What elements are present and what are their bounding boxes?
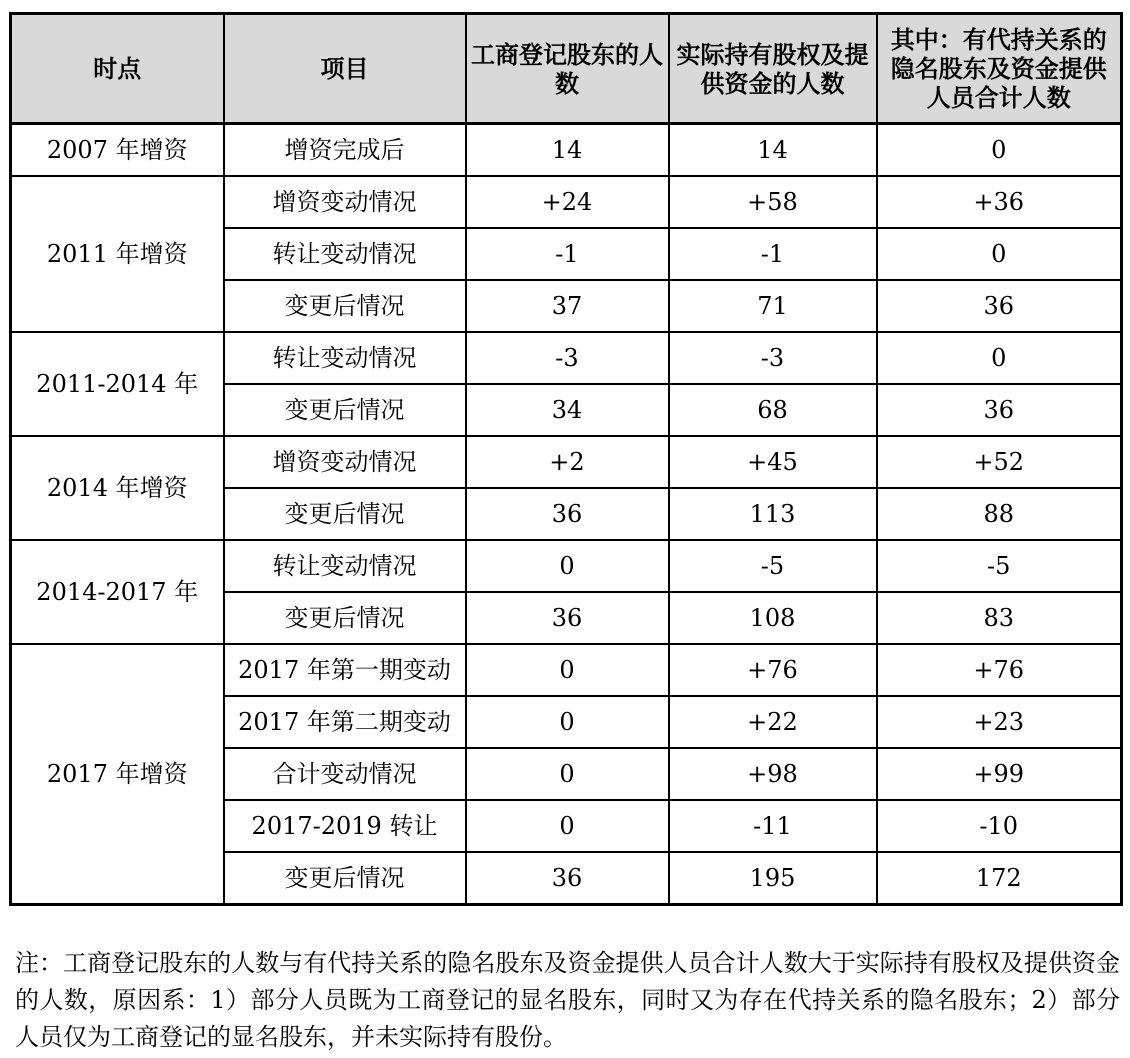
header-item: 项目 xyxy=(224,14,466,124)
hidden-count-cell: 36 xyxy=(877,384,1122,436)
registered-count-cell: 0 xyxy=(466,644,669,696)
period-cell: 2014 年增资 xyxy=(11,436,224,540)
actual-count-cell: -11 xyxy=(669,800,877,852)
item-cell: 变更后情况 xyxy=(224,592,466,644)
item-cell: 变更后情况 xyxy=(224,280,466,332)
table-row xyxy=(11,644,1122,696)
hidden-count-cell: +23 xyxy=(877,696,1122,748)
registered-count-cell: +2 xyxy=(466,436,669,488)
actual-count-cell: 108 xyxy=(669,592,877,644)
actual-count-cell: -5 xyxy=(669,540,877,592)
table-body xyxy=(11,124,1122,905)
item-cell: 增资变动情况 xyxy=(224,436,466,488)
actual-count-cell: -1 xyxy=(669,228,877,280)
registered-count-cell: 37 xyxy=(466,280,669,332)
registered-count-cell: -3 xyxy=(466,332,669,384)
hidden-count-cell: 0 xyxy=(877,228,1122,280)
hidden-count-cell: 172 xyxy=(877,852,1122,905)
period-cell: 2007 年增资 xyxy=(11,124,224,177)
registered-count-cell: 0 xyxy=(466,748,669,800)
registered-count-cell: 0 xyxy=(466,540,669,592)
item-cell: 转让变动情况 xyxy=(224,540,466,592)
hidden-count-cell: 88 xyxy=(877,488,1122,540)
item-cell: 转让变动情况 xyxy=(224,332,466,384)
actual-count-cell: +76 xyxy=(669,644,877,696)
registered-count-cell: 14 xyxy=(466,124,669,177)
hidden-count-cell: -10 xyxy=(877,800,1122,852)
item-cell: 转让变动情况 xyxy=(224,228,466,280)
actual-count-cell: 195 xyxy=(669,852,877,905)
item-cell: 2017-2019 转让 xyxy=(224,800,466,852)
actual-count-cell: +58 xyxy=(669,176,877,228)
item-cell: 变更后情况 xyxy=(224,852,466,905)
item-cell: 变更后情况 xyxy=(224,384,466,436)
header-actual-holders: 实际持有股权及提供资金的人数 xyxy=(669,14,877,124)
table-row xyxy=(11,436,1122,488)
item-cell: 合计变动情况 xyxy=(224,748,466,800)
actual-count-cell: 113 xyxy=(669,488,877,540)
item-cell: 增资完成后 xyxy=(224,124,466,177)
table-row xyxy=(11,176,1122,228)
hidden-count-cell: -5 xyxy=(877,540,1122,592)
registered-count-cell: 0 xyxy=(466,696,669,748)
hidden-count-cell: 0 xyxy=(877,332,1122,384)
period-cell: 2014-2017 年 xyxy=(11,540,224,644)
hidden-count-cell: +36 xyxy=(877,176,1122,228)
hidden-count-cell: 0 xyxy=(877,124,1122,177)
item-cell: 增资变动情况 xyxy=(224,176,466,228)
actual-count-cell: -3 xyxy=(669,332,877,384)
table-row xyxy=(11,124,1122,177)
hidden-count-cell: 36 xyxy=(877,280,1122,332)
registered-count-cell: 36 xyxy=(466,852,669,905)
header-registered-shareholders: 工商登记股东的人数 xyxy=(466,14,669,124)
header-hidden-shareholders: 其中：有代持关系的隐名股东及资金提供人员合计人数 xyxy=(877,14,1122,124)
table-row xyxy=(11,540,1122,592)
actual-count-cell: +98 xyxy=(669,748,877,800)
registered-count-cell: +24 xyxy=(466,176,669,228)
registered-count-cell: 36 xyxy=(466,592,669,644)
actual-count-cell: 71 xyxy=(669,280,877,332)
registered-count-cell: -1 xyxy=(466,228,669,280)
registered-count-cell: 34 xyxy=(466,384,669,436)
hidden-count-cell: +99 xyxy=(877,748,1122,800)
shareholder-count-table xyxy=(9,12,1123,906)
period-cell: 2011-2014 年 xyxy=(11,332,224,436)
registered-count-cell: 0 xyxy=(466,800,669,852)
header-row xyxy=(11,14,1122,124)
hidden-count-cell: 83 xyxy=(877,592,1122,644)
footnote: 注：工商登记股东的人数与有代持关系的隐名股东及资金提供人员合计人数大于实际持有股权及提供资金的人数，原因系：1）部分人员既为工商登记的显名股东，同时又为存在代持关系的隐名股东；2）部分人员仅为工商登记的显名股东，并未实际持有股份。 xyxy=(15,949,1120,1051)
hidden-count-cell: +76 xyxy=(877,644,1122,696)
table-header xyxy=(11,14,1122,124)
actual-count-cell: +22 xyxy=(669,696,877,748)
item-cell: 变更后情况 xyxy=(224,488,466,540)
hidden-count-cell: +52 xyxy=(877,436,1122,488)
item-cell: 2017 年第二期变动 xyxy=(224,696,466,748)
item-cell: 2017 年第一期变动 xyxy=(224,644,466,696)
actual-count-cell: 14 xyxy=(669,124,877,177)
actual-count-cell: +45 xyxy=(669,436,877,488)
period-cell: 2011 年增资 xyxy=(11,176,224,332)
period-cell: 2017 年增资 xyxy=(11,644,224,905)
table-row xyxy=(11,332,1122,384)
actual-count-cell: 68 xyxy=(669,384,877,436)
header-time-point: 时点 xyxy=(11,14,224,124)
registered-count-cell: 36 xyxy=(466,488,669,540)
